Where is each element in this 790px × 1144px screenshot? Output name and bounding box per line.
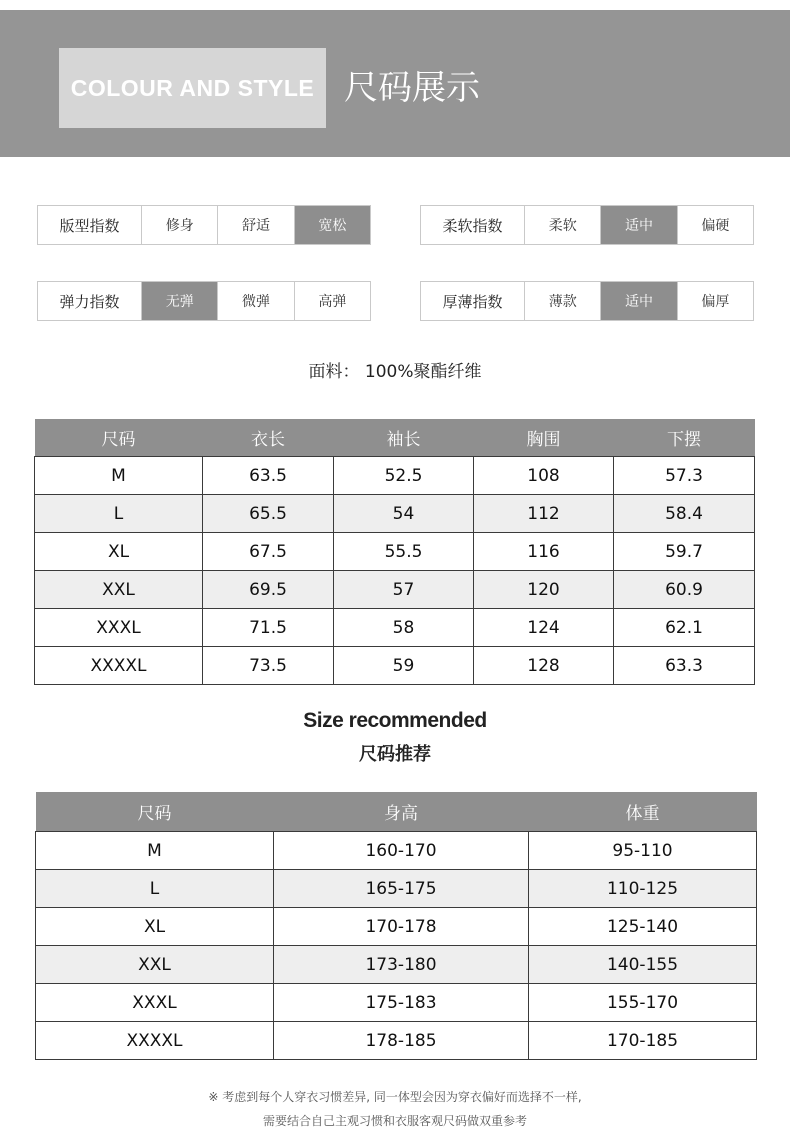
thickness-option-thin: 薄款 — [524, 282, 600, 320]
elasticity-option-high: 高弹 — [294, 282, 370, 320]
cell-length: 67.5 — [203, 533, 334, 571]
header-length: 衣长 — [203, 419, 334, 457]
cell-size: L — [36, 870, 274, 908]
cell-length: 71.5 — [203, 609, 334, 647]
cell-sleeve: 55.5 — [334, 533, 474, 571]
table-row — [35, 495, 755, 533]
cell-size: M — [36, 832, 274, 870]
cell-hem: 60.9 — [614, 571, 755, 609]
header-size: 尺码 — [35, 419, 203, 457]
cell-weight: 170-185 — [529, 1022, 757, 1060]
cell-hem: 58.4 — [614, 495, 755, 533]
cell-hem: 59.7 — [614, 533, 755, 571]
size-table-header — [35, 419, 755, 457]
cell-chest: 124 — [474, 609, 614, 647]
page-header — [0, 10, 790, 157]
table-row — [36, 832, 757, 870]
softness-option-soft: 柔软 — [524, 206, 600, 244]
cell-weight: 110-125 — [529, 870, 757, 908]
cell-sleeve: 57 — [334, 571, 474, 609]
header-size: 尺码 — [36, 792, 274, 832]
cell-size: XXL — [35, 571, 203, 609]
thickness-index-label: 厚薄指数 — [442, 292, 503, 311]
header-height: 身高 — [274, 792, 529, 832]
table-row — [35, 457, 755, 495]
cell-height: 165-175 — [274, 870, 529, 908]
table-row — [36, 1022, 757, 1060]
cell-chest: 112 — [474, 495, 614, 533]
fit-note-line-2: 需要结合自己主观习惯和衣服客观尺码做双重参考 — [262, 1114, 527, 1128]
softness-option-stiff: 偏硬 — [677, 206, 753, 244]
cell-chest: 128 — [474, 647, 614, 685]
cell-weight: 140-155 — [529, 946, 757, 984]
fit-index-label: 版型指数 — [59, 216, 120, 235]
elasticity-index — [37, 281, 371, 321]
softness-option-medium: 适中 — [600, 206, 676, 244]
thickness-index — [420, 281, 754, 321]
cell-length: 69.5 — [203, 571, 334, 609]
cell-size: XXXXL — [36, 1022, 274, 1060]
cell-chest: 120 — [474, 571, 614, 609]
fit-option-slim: 修身 — [141, 206, 217, 244]
softness-index — [420, 205, 754, 245]
elasticity-option-slight: 微弹 — [217, 282, 293, 320]
cell-height: 170-178 — [274, 908, 529, 946]
thickness-option-medium: 适中 — [600, 282, 676, 320]
table-row — [36, 908, 757, 946]
header-sleeve: 袖长 — [334, 419, 474, 457]
cell-height: 160-170 — [274, 832, 529, 870]
cell-hem: 63.3 — [614, 647, 755, 685]
cell-length: 73.5 — [203, 647, 334, 685]
table-row — [35, 533, 755, 571]
fit-note-line-1: ※ 考虑到每个人穿衣习惯差异, 同一体型会因为穿衣偏好而选择不一样, — [208, 1090, 582, 1104]
cell-height: 175-183 — [274, 984, 529, 1022]
table-row — [35, 571, 755, 609]
thickness-option-thick: 偏厚 — [677, 282, 753, 320]
cell-size: XL — [36, 908, 274, 946]
cell-length: 65.5 — [203, 495, 334, 533]
table-row — [35, 647, 755, 685]
recommend-table-header — [36, 792, 757, 832]
header-weight: 体重 — [529, 792, 757, 832]
cell-hem: 57.3 — [614, 457, 755, 495]
cell-weight: 125-140 — [529, 908, 757, 946]
cell-sleeve: 52.5 — [334, 457, 474, 495]
cell-sleeve: 58 — [334, 609, 474, 647]
table-row — [36, 946, 757, 984]
fit-index — [37, 205, 371, 245]
cell-size: XXL — [36, 946, 274, 984]
cell-weight: 155-170 — [529, 984, 757, 1022]
table-row — [36, 984, 757, 1022]
header-hem: 下摆 — [614, 419, 755, 457]
cell-chest: 108 — [474, 457, 614, 495]
cell-size: XXXL — [35, 609, 203, 647]
elasticity-index-label: 弹力指数 — [59, 292, 120, 311]
recommend-title-cn: 尺码推荐 — [359, 744, 431, 765]
fit-option-comfort: 舒适 — [217, 206, 293, 244]
cell-weight: 95-110 — [529, 832, 757, 870]
table-row — [35, 609, 755, 647]
softness-index-label: 柔软指数 — [442, 216, 503, 235]
cell-size: XL — [35, 533, 203, 571]
cell-size: M — [35, 457, 203, 495]
recommend-title-en: Size recommended — [303, 709, 487, 732]
cell-size: XXXL — [36, 984, 274, 1022]
cell-height: 173-180 — [274, 946, 529, 984]
cell-sleeve: 59 — [334, 647, 474, 685]
table-row — [36, 870, 757, 908]
size-table — [34, 419, 755, 685]
cell-height: 178-185 — [274, 1022, 529, 1060]
header-badge: COLOUR AND STYLE — [59, 48, 326, 128]
recommend-table — [35, 792, 757, 1060]
cell-hem: 62.1 — [614, 609, 755, 647]
fit-option-loose: 宽松 — [294, 206, 370, 244]
cell-size: XXXXL — [35, 647, 203, 685]
cell-size: L — [35, 495, 203, 533]
cell-length: 63.5 — [203, 457, 334, 495]
fabric-material: 面料： 100%聚酯纤维 — [308, 362, 482, 382]
cell-sleeve: 54 — [334, 495, 474, 533]
header-chest: 胸围 — [474, 419, 614, 457]
elasticity-option-none: 无弹 — [141, 282, 217, 320]
page-title: 尺码展示 — [344, 68, 480, 108]
cell-chest: 116 — [474, 533, 614, 571]
